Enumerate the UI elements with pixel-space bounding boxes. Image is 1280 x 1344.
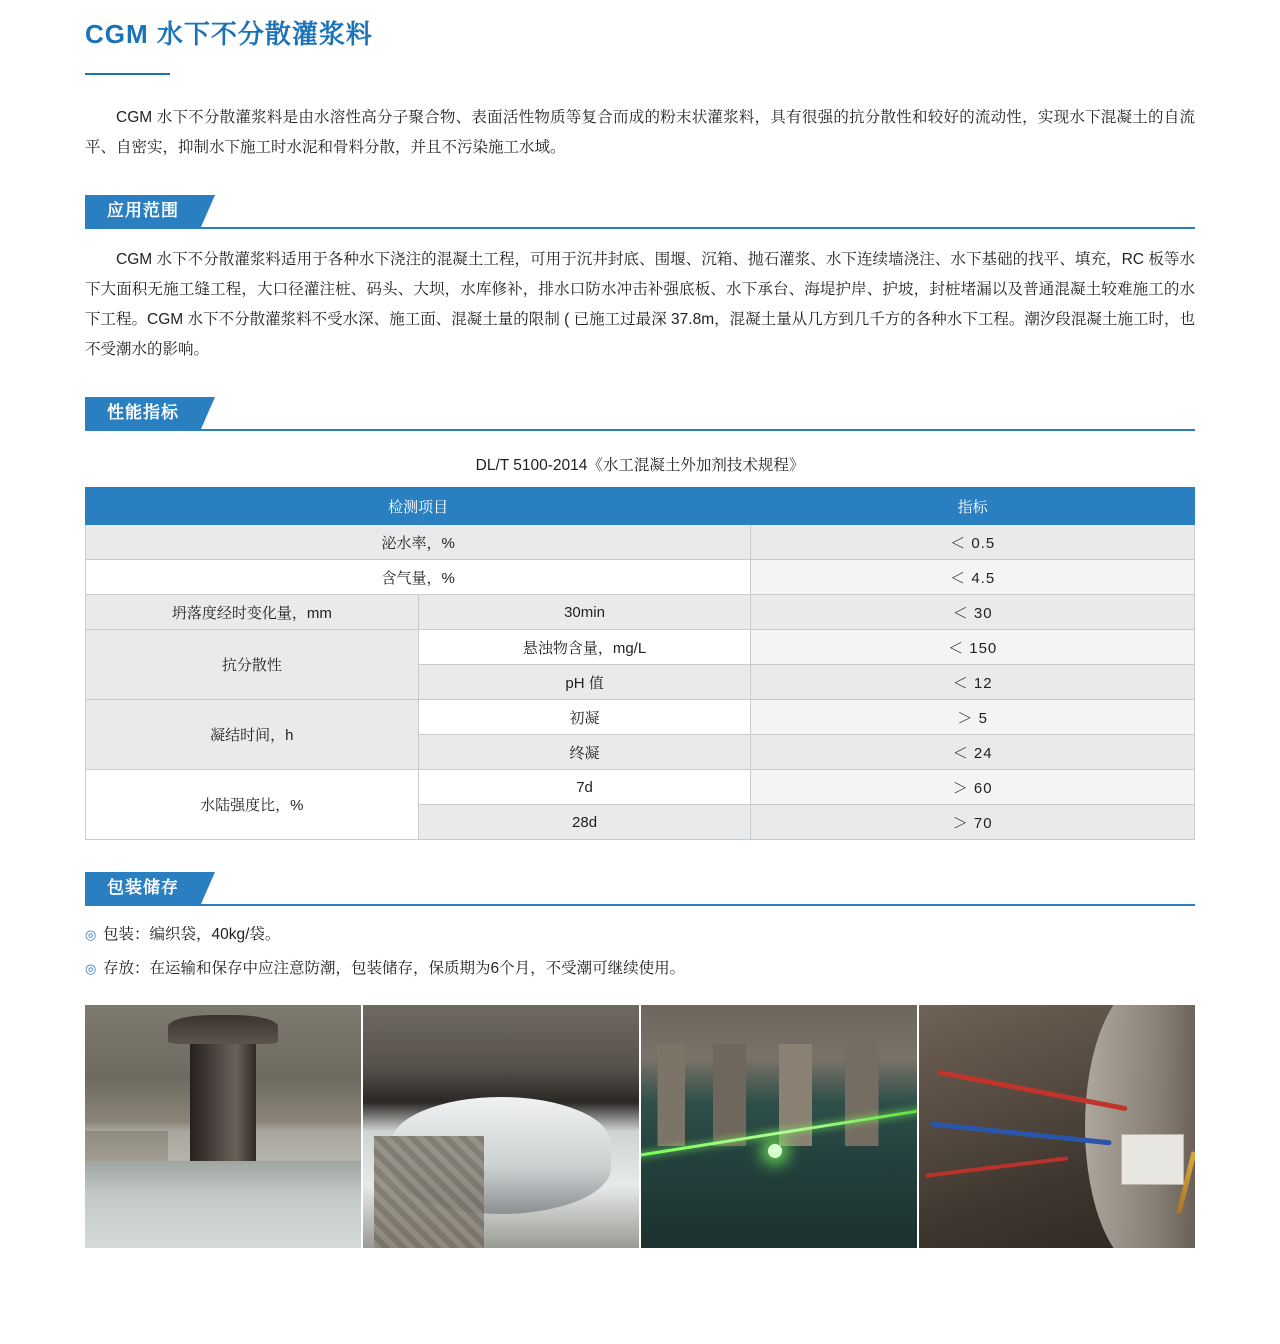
row-value: ＜ 150	[751, 630, 1195, 665]
row-sub-item: 30min	[418, 595, 751, 630]
table-row	[86, 770, 1195, 805]
row-item: 抗分散性	[86, 630, 419, 700]
row-value: ＞ 5	[751, 700, 1195, 735]
row-sub-item: pH 值	[418, 665, 751, 700]
row-sub-item: 7d	[418, 770, 751, 805]
table-row	[86, 595, 1195, 630]
section-title-application: 应用范围	[85, 195, 201, 227]
table-header-item: 检测项目	[86, 488, 751, 525]
underwater-pile-photo	[85, 1005, 361, 1248]
row-sub-item: 初凝	[418, 700, 751, 735]
green-laser-water-photo	[641, 1005, 917, 1248]
packaging-list	[85, 920, 1195, 984]
list-item-text: 包装：编织袋，40kg/袋。	[103, 926, 281, 943]
bullet-circle-icon: ◎	[85, 961, 97, 976]
row-value: ＜ 12	[751, 665, 1195, 700]
muddy-shaft-hoses-photo	[919, 1005, 1195, 1248]
section-underline-performance	[85, 429, 1195, 431]
section-title-packaging: 包装储存	[85, 872, 201, 904]
water-surface	[85, 1161, 361, 1248]
intro-paragraph: CGM 水下不分散灌浆料是由水溶性高分子聚合物、表面活性物质等复合而成的粉末状灌浆料，具有很强的抗分散性和较好的流动性，实现水下混凝土的自流平、自密实，抑制水下施工时水泥和骨料分散，并且不污染施工水域。	[85, 109, 1195, 156]
section-title-performance: 性能指标	[85, 397, 201, 429]
row-sub-item: 28d	[418, 805, 751, 840]
page-title: CGM 水下不分散灌浆料	[85, 19, 373, 49]
section-packaging-storage	[85, 872, 1195, 984]
row-value: ＜ 30	[751, 595, 1195, 630]
table-header-row	[86, 488, 1195, 525]
table-header-index: 指标	[751, 488, 1195, 525]
table-row	[86, 560, 1195, 595]
section-header-application	[85, 195, 1195, 229]
row-item: 水陆强度比，%	[86, 770, 419, 840]
photo-strip	[85, 1005, 1195, 1248]
list-item	[85, 920, 1195, 950]
wrapped-pile-closeup-photo	[363, 1005, 639, 1248]
row-item: 坍落度经时变化量，mm	[86, 595, 419, 630]
section-header-packaging	[85, 872, 1195, 906]
section-application-scope	[85, 195, 1195, 365]
row-value: ＞ 60	[751, 770, 1195, 805]
table-row	[86, 525, 1195, 560]
list-item	[85, 954, 1195, 984]
standard-caption: DL/T 5100-2014《水工混凝土外加剂技术规程》	[475, 457, 805, 474]
title-underline-rule	[85, 73, 170, 75]
row-item: 凝结时间，h	[86, 700, 419, 770]
row-value: ＜ 24	[751, 735, 1195, 770]
row-value: ＜ 4.5	[751, 560, 1195, 595]
bullet-circle-icon: ◎	[85, 927, 97, 942]
list-item-text: 存放：在运输和保存中应注意防潮，包装储存，保质期为6个月，不受潮可继续使用。	[103, 960, 686, 977]
red-hose-secondary	[925, 1157, 1068, 1178]
section-performance	[85, 397, 1195, 840]
row-item: 含气量，%	[86, 560, 751, 595]
laser-dot	[768, 1144, 782, 1158]
row-value: ＞ 70	[751, 805, 1195, 840]
equipment-panel	[1121, 1134, 1184, 1185]
row-item: 泌水率，%	[86, 525, 751, 560]
row-value: ＜ 0.5	[751, 525, 1195, 560]
application-body-text: CGM 水下不分散灌浆料适用于各种水下浇注的混凝土工程，可用于沉井封底、围堰、沉箱、抛石灌浆、水下连续墙浇注、水下基础的找平、填充，RC 板等水下大面积无施工缝工程，大口径灌注桩、码头、大坝，水库修补，排水口防水冲击补强底板、水下承台、海堤护岸、护坡，封桩堵漏以及普通混凝土较难施工的水下工程。CGM 水下不分散灌浆料不受水深、施工面、混凝土量的限制 ( 已施工过最深 37.8m，混凝土量从几方到几千方的各种水下工程。潮汐段混凝土施工时，也不受潮水的影响。	[85, 251, 1195, 358]
section-underline-packaging	[85, 904, 1195, 906]
section-header-performance	[85, 397, 1195, 431]
row-sub-item: 终凝	[418, 735, 751, 770]
table-row	[86, 630, 1195, 665]
row-sub-item: 悬浊物含量，mg/L	[418, 630, 751, 665]
performance-table	[85, 487, 1195, 840]
table-row	[86, 700, 1195, 735]
section-underline-application	[85, 227, 1195, 229]
